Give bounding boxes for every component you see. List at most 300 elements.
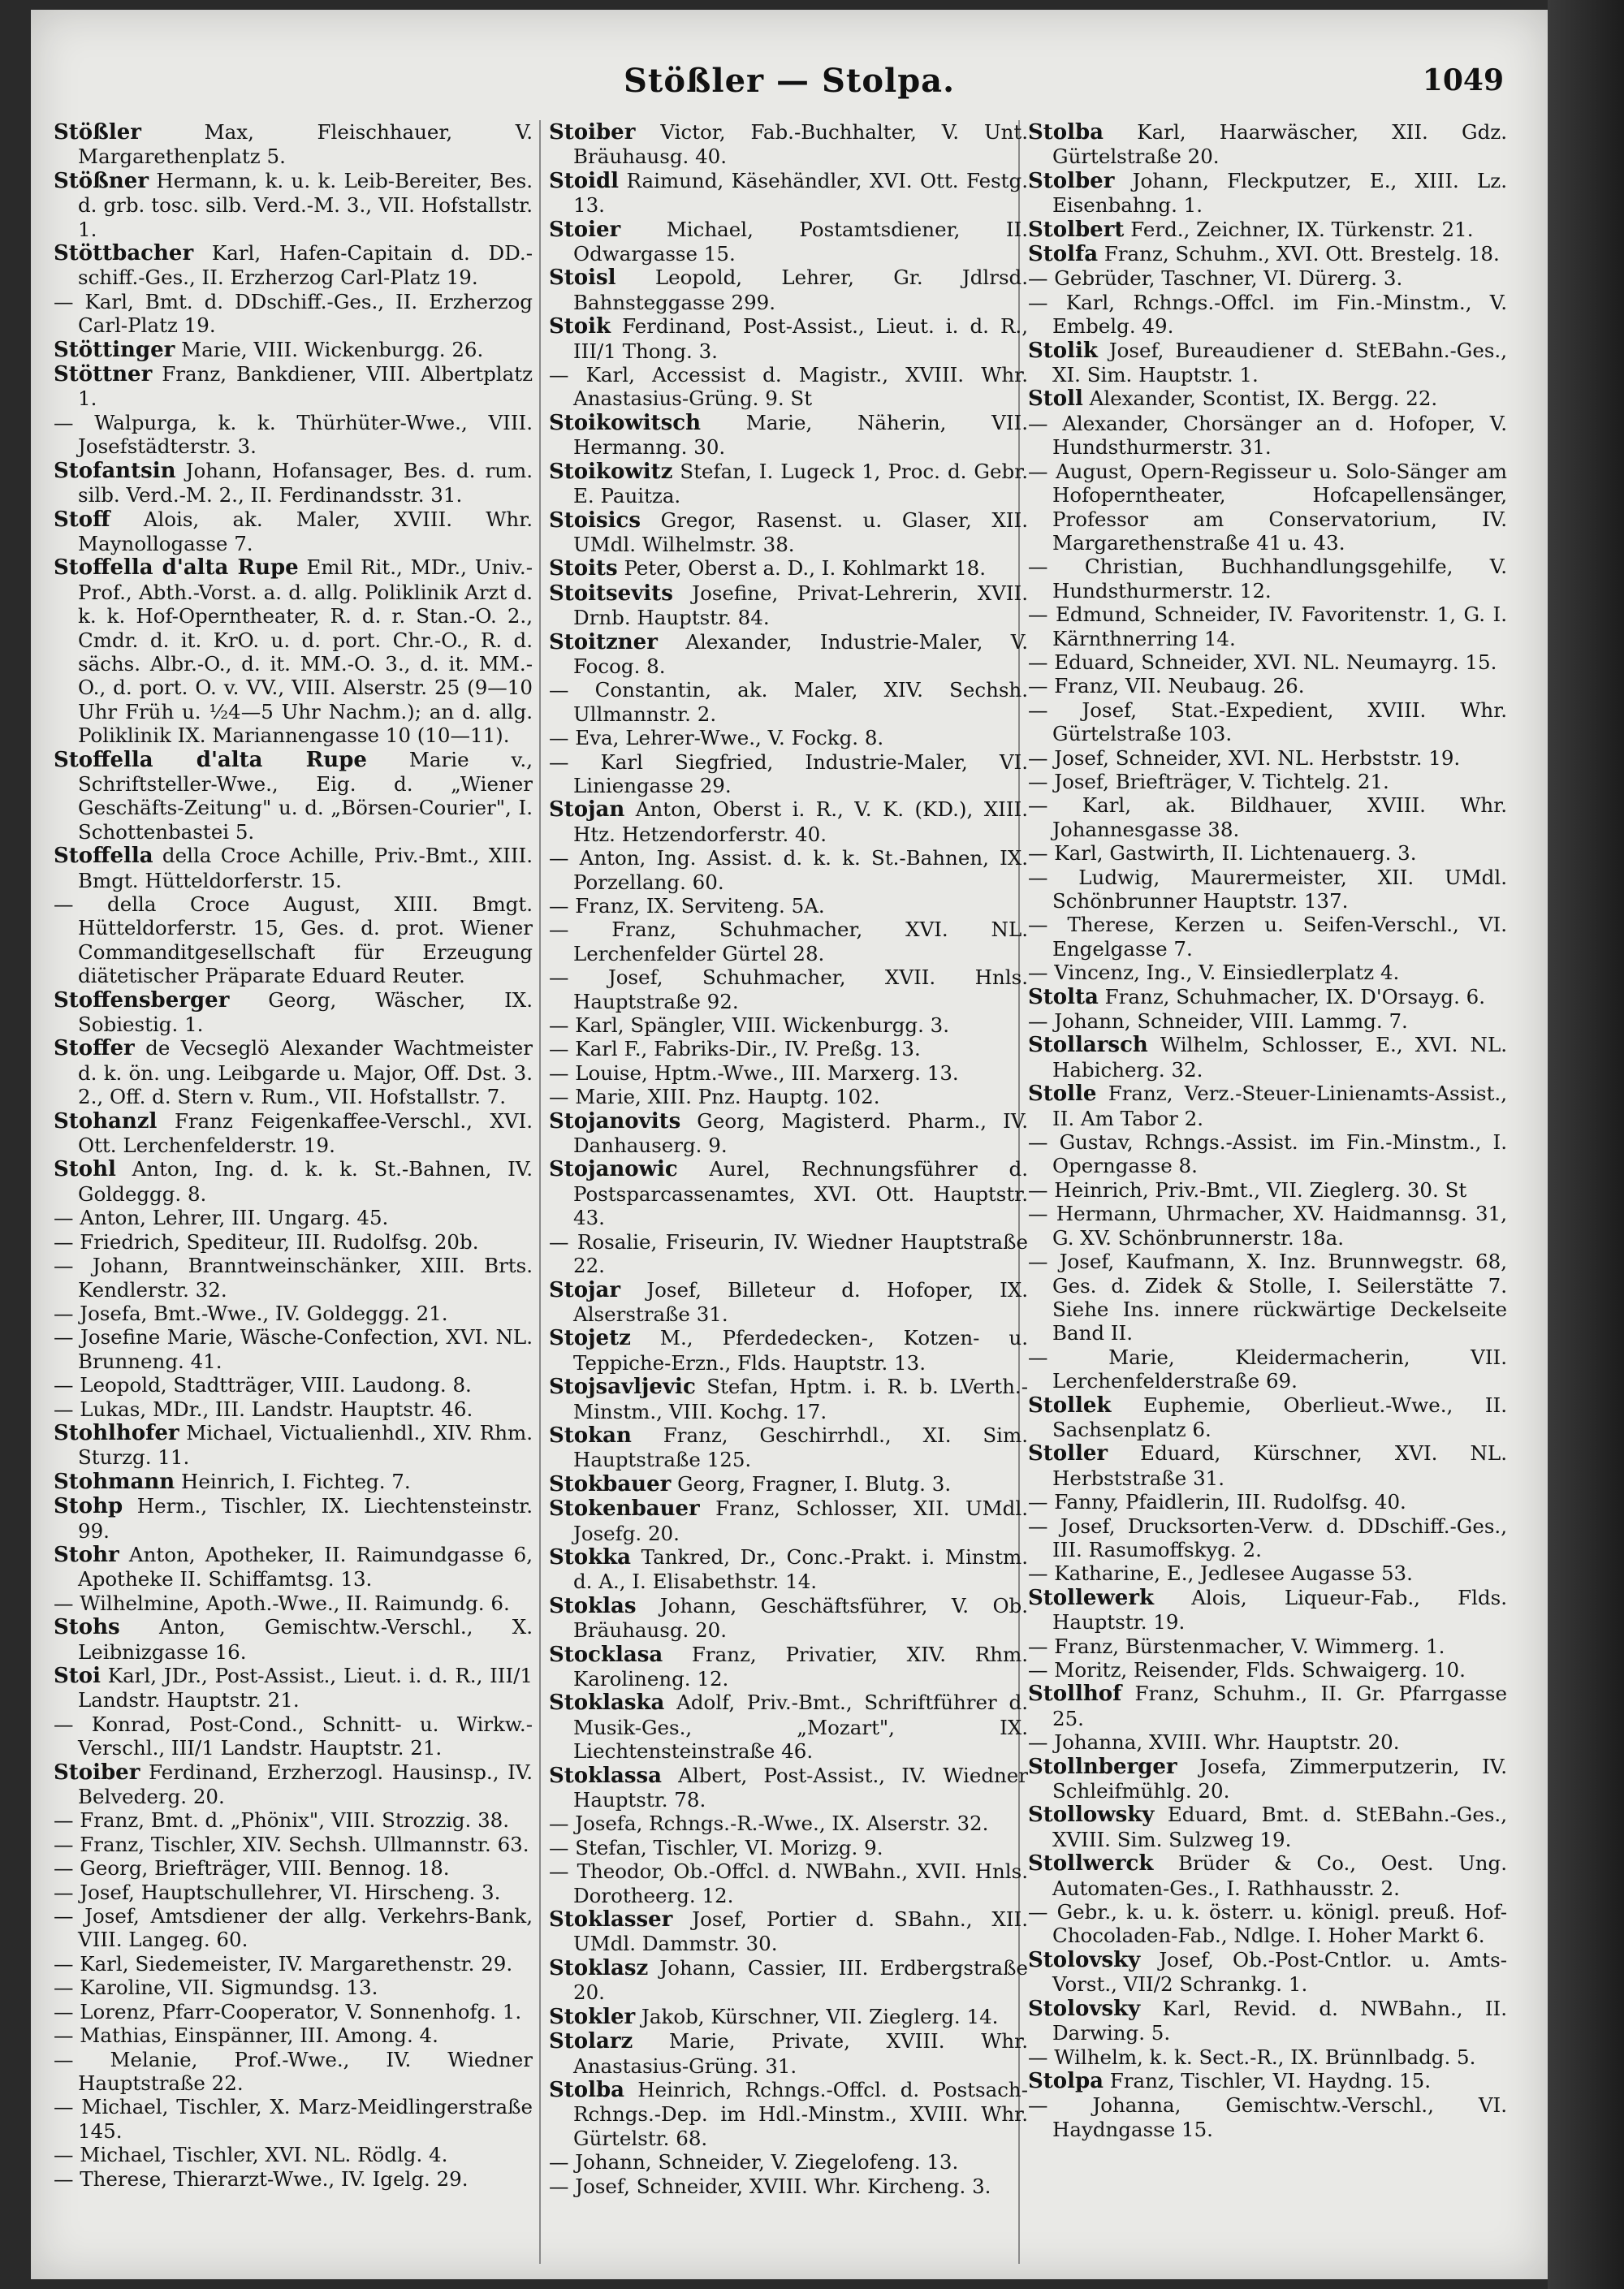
surname: Stoklaska <box>549 1691 665 1716</box>
surname: Stöttner <box>54 362 153 387</box>
entry-text: Karl, Hafen-Capitain d. DD.-schiff.-Ges., II. Erzherzog Carl-Platz 19. <box>78 241 533 290</box>
directory-entry <box>54 2048 533 2096</box>
surname: Stojetz <box>549 1326 631 1351</box>
directory-entry <box>54 1470 533 1494</box>
surname: Stohlhofer <box>54 1420 179 1445</box>
entry-text: Herm., Tischler, IX. Liechtensteinstr. 99. <box>78 1494 533 1543</box>
entry-text: — Therese, Thierarzt-Wwe., IV. Igelg. 29. <box>54 2166 469 2191</box>
surname: Stojanowic <box>549 1157 678 1182</box>
directory-entry <box>549 1812 1028 1835</box>
directory-entry <box>1028 650 1507 674</box>
directory-entry <box>549 1956 1028 2005</box>
surname: Stolba <box>549 2077 625 2102</box>
surname: Stoklasz <box>549 1955 649 1980</box>
entry-text: Josef, Portier d. SBahn., XII. UMdl. Dammstr. 30. <box>573 1907 1028 1956</box>
directory-entry <box>1028 746 1507 770</box>
directory-entry <box>1028 1009 1507 1033</box>
directory-entry <box>54 1036 533 1108</box>
entry-text: Franz, Schlosser, XII. UMdl. Josefg. 20. <box>573 1496 1028 1545</box>
directory-entry <box>54 555 533 747</box>
entry-text: — Lorenz, Pfarr-Cooperator, V. Sonnenhofg. 1. <box>54 1999 522 2023</box>
surname: Stoll <box>1028 387 1083 412</box>
entry-text: Peter, Oberst a. D., I. Kohlmarkt 18. <box>617 556 987 581</box>
directory-entry <box>54 2167 533 2191</box>
directory-entry <box>549 1545 1028 1594</box>
surname: Stohp <box>54 1494 123 1519</box>
surname: Stollek <box>1028 1393 1112 1418</box>
directory-entry <box>54 2023 533 2047</box>
directory-page <box>31 10 1548 2279</box>
directory-entry <box>54 1881 533 1904</box>
directory-entry <box>549 1907 1028 1956</box>
directory-entry <box>54 507 533 556</box>
directory-entry <box>549 1859 1028 1907</box>
directory-entry <box>1028 674 1507 697</box>
entry-text: — Gebr., k. u. k. österr. u. königl. preuß. Hof-Chocoladen-Fab., Ndlge. I. Hoher Markt 6. <box>1028 1900 1507 1948</box>
directory-entry <box>54 1397 533 1421</box>
surname: Stollarsch <box>1028 1033 1148 1058</box>
entry-text: Josefine, Privat-Lehrerin, XVII. Drnb. Hauptstr. 84. <box>573 581 1028 630</box>
directory-entry <box>54 241 533 290</box>
entry-text: — Josef, Hauptschullehrer, VI. Hirscheng. 3. <box>54 1880 501 1904</box>
directory-entry <box>1028 1948 1507 1997</box>
entry-text: — Josef, Schneider, XVIII. Whr. Kircheng. 3. <box>549 2174 991 2198</box>
directory-entry <box>1028 339 1507 387</box>
directory-entry <box>549 1061 1028 1085</box>
directory-entry <box>54 1833 533 1856</box>
entry-text: — Karl, ak. Bildhauer, XVIII. Whr. Johannesgasse 38. <box>1028 793 1507 841</box>
directory-entry <box>549 1691 1028 1763</box>
directory-entry <box>54 1856 533 1880</box>
entry-text: Ferdinand, Post-Assist., Lieut. i. d. R., III/1 Thong. 3. <box>573 314 1028 363</box>
directory-entry <box>1028 1202 1507 1250</box>
directory-entry <box>549 894 1028 918</box>
entry-text: — Karl Siegfried, Industrie-Maler, VI. Liniengasse 29. <box>549 749 1028 797</box>
surname: Stollnberger <box>1028 1754 1177 1779</box>
entry-text: Albert, Post-Assist., IV. Wiedner Hauptstr. 78. <box>573 1763 1028 1812</box>
directory-entry <box>549 266 1028 314</box>
directory-entry <box>549 965 1028 1013</box>
surname: Stohmann <box>54 1469 175 1494</box>
directory-entry <box>549 918 1028 965</box>
surname: Stolfa <box>1028 242 1099 267</box>
entry-text: Anton, Oberst i. R., V. K. (KD.), XIII. Htz. Hetzendorferstr. 40. <box>573 797 1028 846</box>
surname: Stoidl <box>549 168 620 193</box>
page-title: Stößler — Stolpa. <box>623 62 956 100</box>
directory-entry <box>1028 1250 1507 1345</box>
entry-text: Anton, Ing. d. k. k. St.-Bahnen, IV. Goldeggg. 8. <box>78 1157 533 1206</box>
surname: Stolle <box>1028 1082 1097 1107</box>
surname: Stoffer <box>54 1036 135 1061</box>
directory-entry <box>54 1808 533 1832</box>
surname: Stolarz <box>549 2029 633 2054</box>
directory-entry <box>549 120 1028 169</box>
surname: Stojar <box>549 1277 621 1302</box>
directory-entry <box>54 1952 533 1976</box>
directory-entry <box>549 1278 1028 1327</box>
directory-entry <box>54 1302 533 1325</box>
surname: Stößler <box>54 120 141 145</box>
directory-entry <box>1028 1082 1507 1130</box>
directory-entry <box>549 508 1028 557</box>
directory-entry <box>54 2095 533 2143</box>
entry-text: — Josefa, Bmt.-Wwe., IV. Goldeggg. 21. <box>54 1301 448 1325</box>
directory-entry <box>549 750 1028 798</box>
directory-entry <box>549 556 1028 581</box>
directory-entry <box>54 1421 533 1470</box>
entry-text: — Eduard, Schneider, XVI. NL. Neumayrg. 15. <box>1028 650 1497 674</box>
entry-text: Karl, JDr., Post-Assist., Lieut. i. d. R., III/1 Landstr. Hauptstr. 21. <box>78 1664 533 1712</box>
surname: Stohanzl <box>54 1108 158 1134</box>
directory-entry <box>1028 1803 1507 1851</box>
directory-entry <box>549 1230 1028 1278</box>
entry-text: — Marie, XIII. Pnz. Hauptg. 102. <box>549 1085 880 1109</box>
directory-entry <box>54 1664 533 1712</box>
directory-entry <box>549 1764 1028 1812</box>
entry-text: Johann, Cassier, III. Erdbergstraße 20. <box>573 1955 1028 2005</box>
directory-entry <box>54 892 533 988</box>
surname: Stohr <box>54 1542 119 1567</box>
directory-entry <box>54 2143 533 2166</box>
entry-text: Ferd., Zeichner, IX. Türkenstr. 21. <box>1124 217 1474 241</box>
entry-text: Alexander, Industrie-Maler, V. Focog. 8. <box>573 629 1028 678</box>
entry-text: — Franz, Bürstenmacher, V. Wimmerg. 1. <box>1028 1634 1445 1658</box>
directory-entry <box>1028 412 1507 460</box>
entry-text: Georg, Magisterd. Pharm., IV. Danhauserg. 9. <box>573 1108 1028 1158</box>
entry-text: Ferdinand, Erzherzogl. Hausinsp., IV. Belvederg. 20. <box>78 1760 533 1809</box>
entry-text: — Karl, Bmt. d. DDschiff.-Ges., II. Erzherzog Carl-Platz 19. <box>54 289 533 338</box>
directory-entry <box>1028 242 1507 266</box>
surname: Stollowsky <box>1028 1803 1155 1828</box>
surname: Stollwerck <box>1028 1851 1154 1877</box>
surname: Stoffella d'alta Rupe <box>54 747 367 772</box>
entry-text: — Franz, Bmt. d. „Phönix", VIII. Strozzig. 38. <box>54 1808 510 1833</box>
entry-text: Marie v., Schriftsteller-Wwe., Eig. d. „Wiener Geschäfts-Zeitung" u. d. „Börsen-Courier", I. Schottenbastei 5. <box>78 747 533 844</box>
directory-entry <box>549 363 1028 411</box>
entry-text: — Melanie, Prof.-Wwe., IV. Wiedner Hauptstraße 22. <box>54 2047 533 2095</box>
surname: Stoffella <box>54 844 153 869</box>
surname: Stoikowitz <box>549 459 673 484</box>
entry-text: — Eva, Lehrer-Wwe., V. Fockg. 8. <box>549 726 884 750</box>
directory-entry <box>549 1326 1028 1375</box>
directory-entry <box>549 314 1028 363</box>
surname: Stoisl <box>549 266 616 291</box>
directory-entry <box>549 411 1028 460</box>
surname: Stollewerk <box>1028 1585 1155 1610</box>
entry-text: Karl, Haarwäscher, XII. Gdz. Gürtelstraße 20. <box>1052 120 1507 169</box>
directory-entry <box>1028 1178 1507 1202</box>
directory-entry <box>1028 961 1507 984</box>
directory-entry <box>1028 1130 1507 1178</box>
entry-text: — Karl, Gastwirth, II. Lichtenauerg. 3. <box>1028 841 1417 866</box>
surname: Stößner <box>54 168 149 193</box>
directory-entry <box>549 678 1028 726</box>
surname: Stohl <box>54 1157 116 1182</box>
directory-entry <box>54 362 533 411</box>
directory-entry <box>54 1592 533 1615</box>
entry-text: Josef, Billeteur d. Hofoper, IX. Alserstraße 31. <box>573 1277 1028 1326</box>
entry-text: Alois, ak. Maler, XVIII. Whr. Maynollogasse 7. <box>78 507 533 555</box>
entry-text: Marie, VIII. Wickenburgg. 26. <box>175 337 484 361</box>
directory-entry <box>549 2029 1028 2078</box>
entry-text: — Vincenz, Ing., V. Einsiedlerplatz 4. <box>1028 961 1400 985</box>
entry-text: della Croce Achille, Priv.-Bmt., XIII. Bmgt. Hütteldorferstr. 15. <box>78 844 533 892</box>
directory-entry <box>54 1543 533 1592</box>
directory-entry <box>1028 1682 1507 1730</box>
entry-text: — Karl, Rchngs.-Offcl. im Fin.-Minstm., V. Embelg. 49. <box>1028 290 1507 339</box>
entry-text: — Karl F., Fabriks-Dir., IV. Preßg. 13. <box>549 1037 921 1061</box>
surname: Stoffella d'alta Rupe <box>54 555 299 581</box>
surname: Stoits <box>549 556 618 581</box>
directory-entry <box>54 1373 533 1397</box>
directory-entry <box>549 630 1028 679</box>
directory-entry <box>54 338 533 362</box>
directory-entry <box>549 1085 1028 1108</box>
directory-entry <box>54 748 533 844</box>
directory-entry <box>549 797 1028 846</box>
directory-entry <box>1028 1755 1507 1803</box>
entry-text: Anton, Gemischtw.-Verschl., X. Leibnizgasse 16. <box>78 1615 533 1664</box>
entry-text: — Constantin, ak. Maler, XIV. Sechsh. Ullmannstr. 2. <box>549 678 1028 726</box>
entry-text: Franz, Geschirrhdl., XI. Sim. Hauptstraße 125. <box>573 1423 1028 1472</box>
directory-entry <box>1028 793 1507 841</box>
entry-text: — Josef, Briefträger, V. Tichtelg. 21. <box>1028 769 1389 793</box>
directory-entry <box>1028 985 1507 1009</box>
surname: Stoi <box>54 1664 102 1688</box>
directory-entry <box>54 1760 533 1809</box>
entry-text: Michael, Victualienhdl., XIV. Rhm. Sturzg. 11. <box>78 1420 533 1470</box>
directory-entry <box>549 1496 1028 1545</box>
entry-text: — Konrad, Post-Cond., Schnitt- u. Wirkw.-Verschl., III/1 Landstr. Hauptstr. 21. <box>54 1712 533 1760</box>
entry-text: — Josefa, Rchngs.-R.-Wwe., IX. Alserstr. 32. <box>549 1812 989 1836</box>
entry-text: — August, Opern-Regisseur u. Solo-Sänger am Hofoperntheater, Hofcapellensänger, Professor am Conservatorium, IV. Margarethenstraße 41 u. 43. <box>1028 459 1507 555</box>
entry-text: Franz, Privatier, XIV. Rhm. Karolineng. 12. <box>573 1642 1028 1691</box>
directory-entry <box>1028 913 1507 961</box>
surname: Stoff <box>54 507 110 532</box>
entry-text: — della Croce August, XIII. Bmgt. Hütteldorferstr. 15, Ges. d. prot. Wiener Commanditgesellschaft für Erzeugung diätetischer Präparate Eduard Reuter. <box>54 892 533 988</box>
surname: Stoffensberger <box>54 987 230 1013</box>
entry-text: — Gustav, Rchngs.-Assist. im Fin.-Minstm., I. Operngasse 8. <box>1028 1130 1507 1178</box>
page-edge-shadow <box>1548 0 1624 2289</box>
entry-text: — Therese, Kerzen u. Seifen-Verschl., VI. Engelgasse 7. <box>1028 913 1507 961</box>
surname: Stohs <box>54 1615 120 1640</box>
entry-text: — Edmund, Schneider, IV. Favoritenstr. 1, G. I. Kärnthnerring 14. <box>1028 602 1507 650</box>
entry-text: Alois, Liqueur-Fab., Flds. Hauptstr. 19. <box>1052 1585 1507 1635</box>
entry-text: — Karl, Spängler, VIII. Wickenburgg. 3. <box>549 1013 950 1038</box>
directory-entry <box>549 1836 1028 1859</box>
directory-entry <box>54 120 533 169</box>
surname: Stokler <box>549 2004 636 2029</box>
entry-text: Franz Feigenkaffee-Verschl., XVI. Ott. Lerchenfelderstr. 19. <box>78 1108 533 1158</box>
surname: Stocklasa <box>549 1642 663 1667</box>
column-1 <box>54 120 533 2191</box>
surname: Stoiber <box>54 1760 140 1785</box>
surname: Stoikowitsch <box>549 410 702 435</box>
surname: Stoik <box>549 314 611 339</box>
surname: Stofantsin <box>54 458 176 483</box>
entry-text: Aurel, Rechnungsführer d. Postsparcassenamtes, XVI. Ott. Hauptstr. 43. <box>573 1157 1028 1230</box>
directory-entry <box>1028 1586 1507 1635</box>
page-header <box>31 58 1548 107</box>
directory-entry <box>1028 1658 1507 1682</box>
surname: Stojan <box>549 797 625 823</box>
entry-text: — Josef, Schuhmacher, XVII. Hnls. Hauptstraße 92. <box>549 965 1028 1013</box>
directory-entry <box>1028 841 1507 865</box>
directory-entry <box>1028 1635 1507 1658</box>
directory-entry <box>54 1206 533 1229</box>
surname: Stolpa <box>1028 2068 1104 2093</box>
directory-entry <box>549 2078 1028 2150</box>
entry-text: Michael, Postamtsdiener, II. Odwargasse 15. <box>573 217 1028 266</box>
surname: Stollhof <box>1028 1682 1122 1707</box>
surname: Stokenbauer <box>549 1496 700 1522</box>
entry-text: — Friedrich, Spediteur, III. Rudolfsg. 20b. <box>54 1229 479 1254</box>
entry-text: Jakob, Kürschner, VII. Zieglerg. 14. <box>635 2004 999 2028</box>
entry-text: — Karl, Accessist d. Magistr., XVIII. Whr. Anastasius-Grüng. 9. St <box>549 363 1028 411</box>
entry-text: — Johanna, Gemischtw.-Verschl., VI. Haydngasse 15. <box>1028 2093 1507 2141</box>
entry-text: Johann, Geschäftsführer, V. Ob. Bräuhausg. 20. <box>573 1593 1028 1643</box>
directory-entry <box>54 1494 533 1543</box>
directory-entry <box>1028 1997 1507 2045</box>
entry-text: Marie, Näherin, VII. Hermanng. 30. <box>573 410 1028 460</box>
entry-text: — Johann, Branntweinschänker, XIII. Brts. Kendlerstr. 32. <box>54 1254 533 1302</box>
surname: Stolba <box>1028 120 1104 145</box>
entry-text: Georg, Wäscher, IX. Sobiestig. 1. <box>78 987 533 1037</box>
entry-text: Anton, Apotheker, II. Raimundgasse 6, Apotheke II. Schiffamtsg. 13. <box>78 1542 533 1592</box>
directory-entry <box>549 2005 1028 2029</box>
entry-text: Eduard, Kürschner, XVI. NL. Herbststraße 31. <box>1052 1441 1507 1490</box>
surname: Stojsavljevic <box>549 1375 696 1400</box>
entry-text: — Johann, Schneider, VIII. Lammg. 7. <box>1028 1009 1408 1034</box>
directory-entry <box>1028 2045 1507 2069</box>
directory-entry <box>54 290 533 338</box>
surname: Stokan <box>549 1423 632 1448</box>
entry-text: Josef, Ob.-Post-Cntlor. u. Amts-Vorst., VII/2 Schrankg. 1. <box>1052 1947 1507 1997</box>
directory-entry <box>1028 460 1507 555</box>
directory-entry <box>1028 120 1507 169</box>
directory-entry <box>549 1472 1028 1496</box>
entry-text: — Anton, Ing. Assist. d. k. k. St.-Bahnen, IX. Porzellang. 60. <box>549 846 1028 894</box>
directory-entry <box>1028 291 1507 339</box>
entry-text: Brüder & Co., Oest. Ung. Automaten-Ges., I. Rathhausstr. 2. <box>1052 1851 1507 1900</box>
surname: Stolta <box>1028 984 1099 1009</box>
directory-entry <box>54 459 533 507</box>
entry-text: Franz, Schuhm., II. Gr. Pfarrgasse 25. <box>1052 1682 1507 1730</box>
directory-entry <box>549 1643 1028 1691</box>
directory-entry <box>54 1615 533 1664</box>
directory-entry <box>549 1423 1028 1472</box>
surname: Stöttinger <box>54 337 175 362</box>
surname: Stoklasser <box>549 1907 673 1933</box>
entry-text: — Franz, Schuhmacher, XVI. NL. Lerchenfelder Gürtel 28. <box>549 918 1028 965</box>
surname: Stoiber <box>549 120 636 145</box>
surname: Stolik <box>1028 338 1098 363</box>
entry-text: — Karl, Siedemeister, IV. Margarethenstr. 29. <box>54 1951 513 1976</box>
entry-text: Franz, Bankdiener, VIII. Albertplatz 1. <box>78 362 533 411</box>
directory-entry <box>549 1037 1028 1060</box>
page-number: 1049 <box>1422 63 1504 97</box>
entry-text: — Theodor, Ob.-Offcl. d. NWBahn., XVII. Hnls. Dorotheerg. 12. <box>549 1859 1028 1907</box>
directory-entry <box>549 169 1028 218</box>
entry-text: M., Pferdedecken-, Kotzen- u. Teppiche-Erzn., Flds. Hauptstr. 13. <box>573 1326 1028 1375</box>
entry-text: — Katharine, E., Jedlesee Augasse 53. <box>1028 1561 1413 1586</box>
entry-text: — Louise, Hptm.-Wwe., III. Marxerg. 13. <box>549 1060 959 1085</box>
entry-text: Georg, Fragner, I. Blutg. 3. <box>671 1471 952 1496</box>
entry-text: Alexander, Scontist, IX. Bergg. 22. <box>1082 387 1438 411</box>
entry-text: — Christian, Buchhandlungsgehilfe, V. Hundsthurmerstr. 12. <box>1028 555 1507 602</box>
directory-entry <box>54 1904 533 1952</box>
entry-text: — Georg, Briefträger, VIII. Bennog. 18. <box>54 1856 450 1881</box>
entry-text: — Johann, Schneider, V. Ziegelofeng. 13. <box>549 2150 959 2175</box>
surname: Stoklassa <box>549 1763 662 1788</box>
directory-entry <box>1028 218 1507 242</box>
entry-text: Leopold, Lehrer, Gr. Jdlrsd. Bahnsteggasse 299. <box>573 266 1028 314</box>
entry-text: — Anton, Lehrer, III. Ungarg. 45. <box>54 1206 389 1230</box>
column-divider <box>539 120 541 2264</box>
directory-entry <box>1028 602 1507 650</box>
directory-entry <box>54 1712 533 1760</box>
directory-entry <box>1028 770 1507 793</box>
directory-entry <box>549 581 1028 630</box>
entry-text: Johann, Fleckputzer, E., XIII. Lz. Eisenbahng. 1. <box>1052 168 1507 218</box>
entry-text: — Stefan, Tischler, VI. Morizg. 9. <box>549 1835 883 1859</box>
entry-text: — Josef, Drucksorten-Verw. d. DDschiff.-Ges., III. Rasumoffskyg. 2. <box>1028 1514 1507 1561</box>
entry-text: — Ludwig, Maurermeister, XII. UMdl. Schönbrunner Hauptstr. 137. <box>1028 865 1507 913</box>
entry-text: — Michael, Tischler, XVI. NL. Rödlg. 4. <box>54 2143 448 2167</box>
entry-text: — Franz, VII. Neubaug. 26. <box>1028 674 1305 698</box>
directory-entry <box>1028 1345 1507 1393</box>
entry-text: — Josef, Amtsdiener der allg. Verkehrs-Bank, VIII. Langeg. 60. <box>54 1904 533 1952</box>
directory-entry <box>549 846 1028 894</box>
entry-text: — Wilhelmine, Apoth.-Wwe., II. Raimundg. 6. <box>54 1591 510 1615</box>
directory-entry <box>54 1230 533 1254</box>
entry-text: — Heinrich, Priv.-Bmt., VII. Zieglerg. 30. St <box>1028 1177 1467 1202</box>
directory-entry <box>54 1976 533 1999</box>
entry-text: Josef, Bureaudiener d. StEBahn.-Ges., XI. Sim. Hauptstr. 1. <box>1052 338 1507 387</box>
entry-text: — Rosalie, Friseurin, IV. Wiedner Hauptstraße 22. <box>549 1229 1028 1278</box>
entry-text: — Gebrüder, Taschner, VI. Dürerg. 3. <box>1028 266 1403 291</box>
directory-entry <box>54 988 533 1037</box>
entry-text: Stefan, I. Lugeck 1, Proc. d. Gebr. E. Pauitza. <box>573 459 1028 508</box>
entry-text: Adolf, Priv.-Bmt., Schriftführer d. Musik-Ges., „Mozart", IX. Liechtensteinstraße 46. <box>573 1691 1028 1764</box>
directory-entry <box>1028 1730 1507 1754</box>
column-3 <box>1028 120 1507 2141</box>
entry-text: Heinrich, I. Fichteg. 7. <box>175 1469 411 1493</box>
surname: Stokbauer <box>549 1471 672 1496</box>
directory-entry <box>1028 1033 1507 1082</box>
entry-text: — Johanna, XVIII. Whr. Hauptstr. 20. <box>1028 1730 1400 1755</box>
directory-entry <box>1028 266 1507 290</box>
directory-entry <box>1028 555 1507 602</box>
directory-entry <box>1028 2093 1507 2141</box>
directory-entry <box>1028 387 1507 411</box>
directory-entry <box>1028 1441 1507 1490</box>
entry-text: Emil Rit., MDr., Univ.-Prof., Abth.-Vorst. a. d. allg. Poliklinik Arzt d. k. k. Hof-Operntheater, R. d. r. Stan.-O. 2., Cmdr. d. it. KrO. u. d. port. Chr.-O., R. d. sächs. Albr.-O., d. it. MM.-O. 3., d. it. MM.-O., d. port. O. v. VV., VIII. Alserstr. 25 (9—10 Uhr Früh u. ½4—5 Uhr Nachm.); an d. allg. Poliklinik IX. Mariannengasse 10 (10—11). <box>78 555 533 748</box>
entry-text: Stefan, Hptm. i. R. b. LVerth.-Minstm., VIII. Kochg. 17. <box>573 1375 1028 1423</box>
entry-text: Raimund, Käsehändler, XVI. Ott. Festg. 13. <box>573 168 1028 218</box>
directory-entry <box>1028 866 1507 913</box>
entry-text: Victor, Fab.-Buchhalter, V. Unt. Bräuhausg. 40. <box>573 120 1028 169</box>
entry-text: — Josef, Stat.-Expedient, XVIII. Whr. Gürtelstraße 103. <box>1028 697 1507 746</box>
directory-entry <box>54 844 533 892</box>
entry-text: Franz, Tischler, VI. Haydng. 15. <box>1104 2068 1432 2092</box>
directory-entry <box>54 2000 533 2023</box>
directory-entry <box>549 218 1028 266</box>
directory-entry <box>1028 1490 1507 1514</box>
directory-entry <box>1028 169 1507 218</box>
entry-text: Karl, Revid. d. NWBahn., II. Darwing. 5. <box>1052 1996 1507 2045</box>
directory-entry <box>549 460 1028 508</box>
